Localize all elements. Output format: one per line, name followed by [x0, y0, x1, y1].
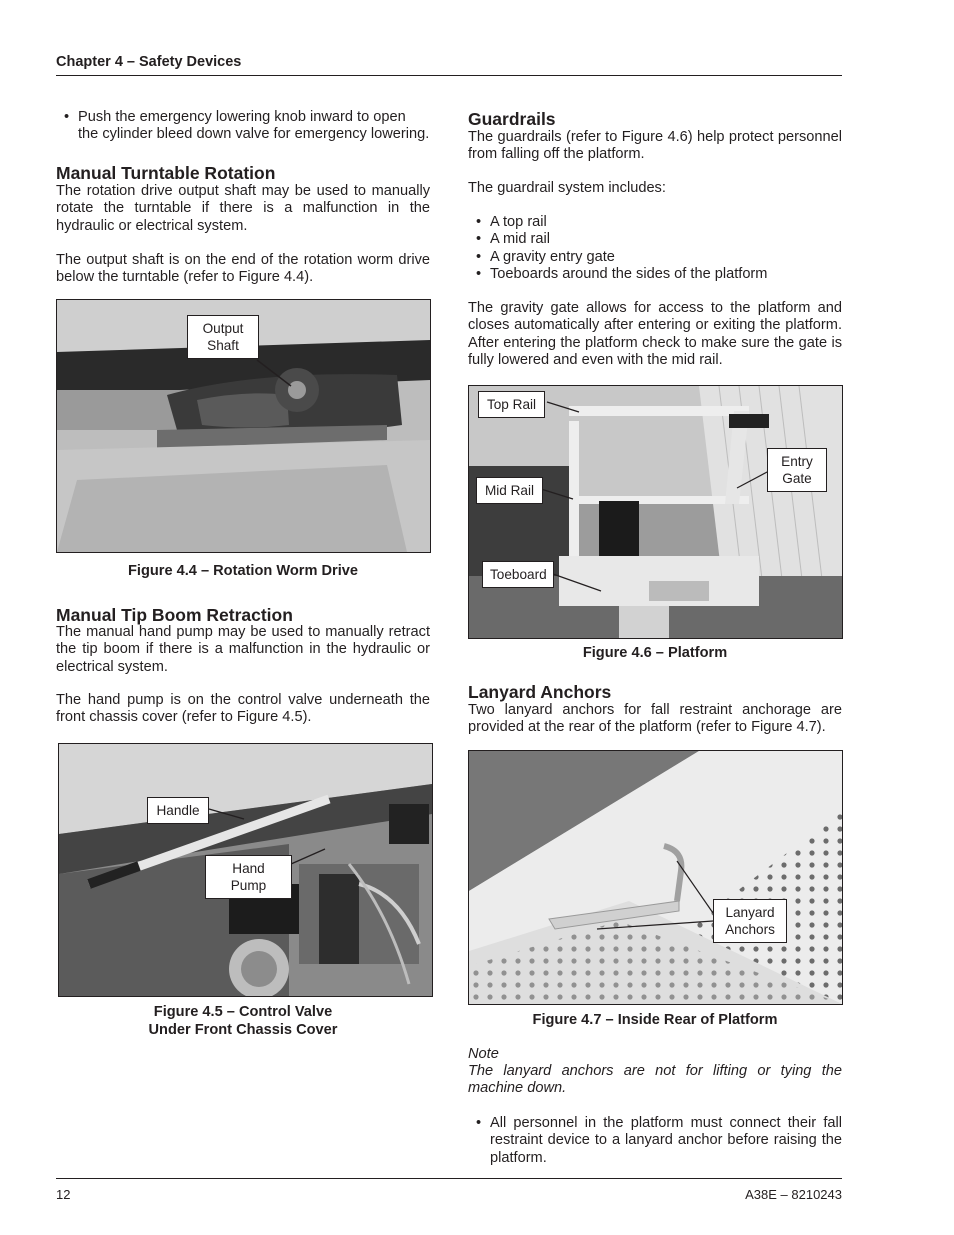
callout-mid-rail: Mid Rail: [476, 477, 543, 504]
callout-toeboard: Toeboard: [482, 561, 554, 588]
photo-lanyard-anchors: [469, 751, 842, 1004]
figure-caption: [56, 1003, 430, 1039]
paragraph: The guardrail system includes:: [468, 180, 666, 196]
list-item: • Toeboards around the sides of the platform: [476, 265, 768, 282]
figure-inside-rear-platform: [468, 750, 843, 1005]
figure-caption: Figure 4.4 – Rotation Worm Drive: [127, 563, 359, 579]
caption-line: Figure 4.5 – Control Valve: [153, 1004, 333, 1020]
figure-caption: Figure 4.6 – Platform: [582, 645, 728, 661]
section-heading: Manual Tip Boom Retraction: [56, 605, 293, 625]
chapter-title: Chapter 4 – Safety Devices: [56, 54, 242, 70]
list-item: • A top rail: [476, 214, 547, 230]
note-text: The lanyard anchors are not for lifting or tying the machine down.: [468, 1063, 842, 1097]
figure-control-valve: [58, 743, 433, 997]
callout-hand-pump: Hand Pump: [205, 855, 292, 899]
figure-platform: [468, 385, 843, 639]
list-item: • A mid rail: [476, 231, 551, 248]
bullet-text: A top rail: [490, 214, 547, 230]
figure-caption: Figure 4.7 – Inside Rear of Platform: [532, 1012, 778, 1028]
footer-rule: [56, 1178, 842, 1179]
photo-platform: [469, 386, 842, 638]
paragraph: The gravity gate allows for access to the platform and closes automatically after entering or exiting the platform. After entering the platform check to make sure the gate is fully lowered and even with the mid rail.: [468, 300, 842, 368]
caption-line: Under Front Chassis Cover: [148, 1022, 338, 1038]
list-item: • A gravity entry gate: [476, 248, 615, 265]
callout-entry-gate: Entry Gate: [767, 448, 827, 492]
callout-top-rail: Top Rail: [478, 391, 545, 418]
paragraph: Two lanyard anchors for fall restraint anchorage are provided at the rear of the platform (refer to Figure 4.7).: [468, 702, 842, 736]
section-heading: Lanyard Anchors: [468, 682, 612, 702]
bullet-text: Push the emergency lowering knob inward to open the cylinder bleed down valve for emergency lowering.: [78, 109, 430, 143]
paragraph: The hand pump is on the control valve underneath the front chassis cover (refer to Figure 4.5).: [56, 692, 430, 726]
left-column: [56, 109, 430, 144]
page-number: 12: [56, 1187, 71, 1202]
bullet-text: Toeboards around the sides of the platform: [490, 265, 768, 282]
callout-handle: Handle: [147, 797, 209, 824]
lanyard-list: [468, 1115, 842, 1167]
bullet-text: A mid rail: [490, 231, 551, 248]
paragraph: The rotation drive output shaft may be used to manually rotate the turntable if there is a malfunction in the hydraulic or electrical system.: [56, 183, 430, 234]
section-heading: Manual Turntable Rotation: [56, 163, 276, 183]
note-label: Note: [468, 1046, 499, 1062]
figure-rotation-worm-drive: [56, 299, 431, 553]
list-item: • All personnel in the platform must connect their fall restraint device to a lanyard anchor before raising the platform.: [476, 1115, 842, 1166]
bullet-text: All personnel in the platform must connect their fall restraint device to a lanyard anchor before raising the platform.: [490, 1115, 842, 1166]
document-id: A38E – 8210243: [745, 1187, 842, 1202]
guardrail-list: [468, 214, 842, 283]
section-heading: Guardrails: [468, 109, 556, 129]
paragraph: The output shaft is on the end of the rotation worm drive below the turntable (refer to Figure 4.4).: [56, 252, 430, 286]
bullet-text: A gravity entry gate: [490, 248, 615, 265]
callout-output-shaft: Output Shaft: [187, 315, 259, 359]
paragraph: The manual hand pump may be used to manually retract the tip boom if there is a malfunction in the hydraulic or electrical system.: [56, 624, 430, 675]
paragraph: The guardrails (refer to Figure 4.6) help protect personnel from falling off the platform.: [468, 129, 842, 163]
header-rule: [56, 75, 842, 76]
callout-lanyard-anchors: Lanyard Anchors: [713, 899, 787, 943]
list-item: • Push the emergency lowering knob inward to open the cylinder bleed down valve for emergency lowering.: [64, 109, 430, 143]
